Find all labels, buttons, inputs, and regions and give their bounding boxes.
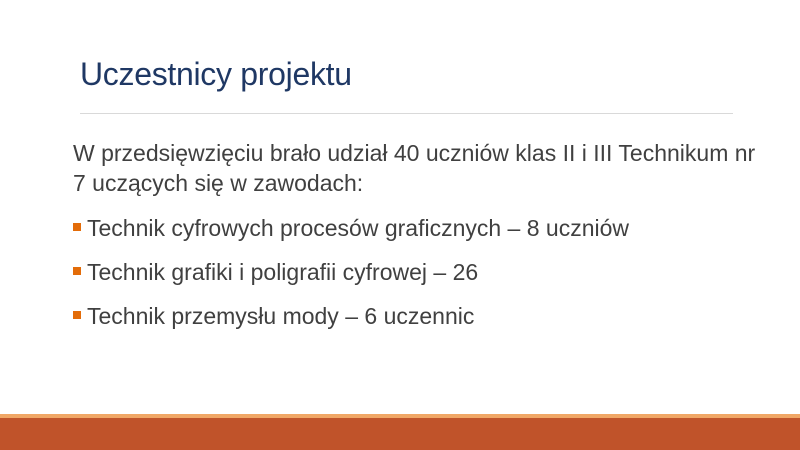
bullet-text: Technik cyfrowych procesów graficznych – 8 uczniów bbox=[87, 215, 630, 241]
bullet-text: Technik grafiki i poligrafii cyfrowej – 26 bbox=[87, 259, 479, 285]
footer-band bbox=[0, 418, 800, 450]
list-item bbox=[73, 301, 773, 345]
list-item bbox=[73, 257, 773, 301]
square-bullet-icon bbox=[73, 311, 81, 319]
slide-title: Uczestnicy projektu bbox=[80, 56, 352, 92]
title-divider bbox=[80, 113, 733, 114]
square-bullet-icon bbox=[73, 223, 81, 231]
bullet-text: Technik przemysłu mody – 6 uczennic bbox=[87, 303, 475, 329]
list-item bbox=[73, 213, 773, 257]
square-bullet-icon bbox=[73, 267, 81, 275]
intro-text: W przedsięwzięciu brało udział 40 uczniów klas II i III Technikum nr 7 uczących się w zawodach: bbox=[73, 140, 756, 196]
bullet-list bbox=[73, 213, 773, 345]
